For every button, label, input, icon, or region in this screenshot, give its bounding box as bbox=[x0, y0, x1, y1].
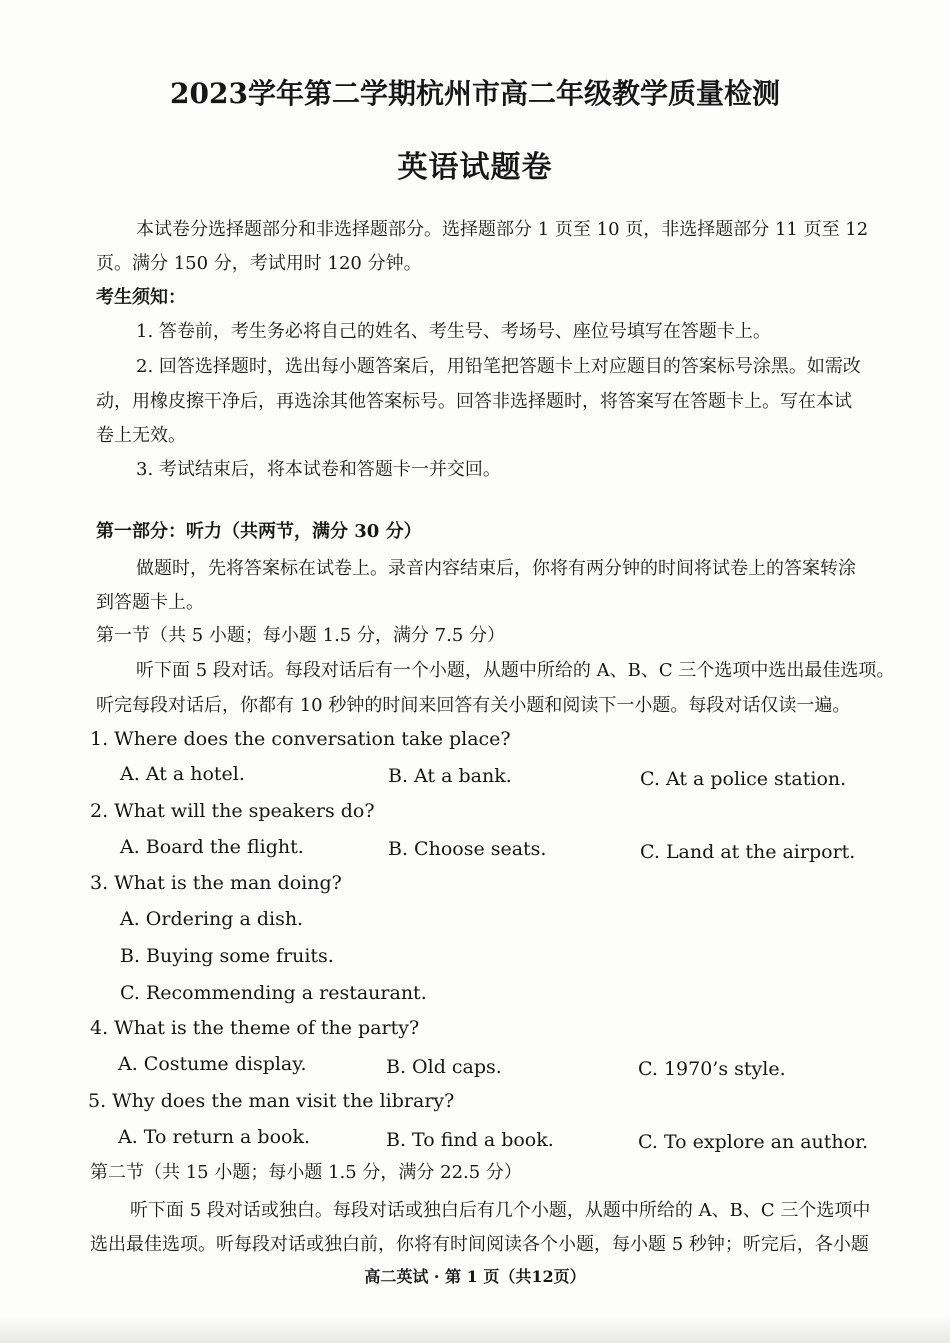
scan-edge bbox=[0, 1315, 950, 1343]
question-4-stem: 4. What is the theme of the party? bbox=[90, 1017, 420, 1039]
question-2-stem: 2. What will the speakers do? bbox=[90, 800, 375, 822]
section2-desc-line-1: 听下面 5 段对话或独白。每段对话或独白后有几个小题，从题中所给的 A、B、C 三个选项中 bbox=[130, 1200, 871, 1221]
question-4-option-c: C. 1970’s style. bbox=[638, 1058, 786, 1080]
section2-heading: 第二节（共 15 小题；每小题 1.5 分，满分 22.5 分） bbox=[90, 1162, 522, 1183]
question-4-option-b: B. Old caps. bbox=[386, 1056, 502, 1078]
question-1-option-a: A. At a hotel. bbox=[120, 763, 245, 785]
question-1-option-c: C. At a police station. bbox=[640, 768, 847, 790]
question-3-option-b: B. Buying some fruits. bbox=[120, 945, 334, 967]
section1-desc-line-1: 听下面 5 段对话。每段对话后有一个小题，从题中所给的 A、B、C 三个选项中选出最佳选项。 bbox=[136, 660, 895, 681]
question-2-option-a: A. Board the flight. bbox=[120, 836, 304, 858]
part1-heading: 第一部分：听力（共两节，满分 30 分） bbox=[96, 521, 422, 542]
intro-line-1: 本试卷分选择题部分和非选择题部分。选择题部分 1 页至 10 页，非选择题部分 11 页至 12 bbox=[136, 219, 869, 240]
section1-heading: 第一节（共 5 小题；每小题 1.5 分，满分 7.5 分） bbox=[96, 625, 506, 646]
notice-item-1: 1. 答卷前，考生务必将自己的姓名、考生号、考场号、座位号填写在答题卡上。 bbox=[136, 321, 771, 342]
question-2-option-c: C. Land at the airport. bbox=[640, 841, 856, 863]
question-5-stem: 5. Why does the man visit the library? bbox=[88, 1090, 455, 1112]
question-4-option-a: A. Costume display. bbox=[118, 1053, 307, 1075]
question-5-option-c: C. To explore an author. bbox=[638, 1131, 869, 1153]
part1-desc-line-2: 到答题卡上。 bbox=[96, 592, 204, 613]
notice-item-2-line-1: 2. 回答选择题时，选出每小题答案后，用铅笔把答题卡上对应题目的答案标号涂黑。如需改 bbox=[136, 356, 861, 377]
question-3-option-a: A. Ordering a dish. bbox=[120, 908, 304, 930]
page-footer: 高二英试 · 第 1 页（共12页） bbox=[364, 1267, 586, 1286]
notice-item-2-line-3: 卷上无效。 bbox=[96, 425, 186, 446]
exam-title: 2023学年第二学期杭州市高二年级教学质量检测 bbox=[170, 77, 780, 110]
question-2-option-b: B. Choose seats. bbox=[388, 838, 547, 860]
question-5-option-a: A. To return a book. bbox=[118, 1126, 310, 1148]
question-3-option-c: C. Recommending a restaurant. bbox=[120, 982, 427, 1004]
question-1-option-b: B. At a bank. bbox=[388, 765, 512, 787]
intro-line-2: 页。满分 150 分，考试用时 120 分钟。 bbox=[96, 253, 422, 274]
exam-subtitle: 英语试题卷 bbox=[397, 150, 553, 185]
part1-desc-line-1: 做题时，先将答案标在试卷上。录音内容结束后，你将有两分钟的时间将试卷上的答案转涂 bbox=[136, 558, 856, 579]
section1-desc-line-2: 听完每段对话后，你都有 10 秒钟的时间来回答有关小题和阅读下一小题。每段对话仅读一遍。 bbox=[96, 695, 851, 716]
question-5-option-b: B. To find a book. bbox=[386, 1129, 554, 1151]
question-1-stem: 1. Where does the conversation take place? bbox=[90, 728, 511, 750]
notice-item-2-line-2: 动，用橡皮擦干净后，再选涂其他答案标号。回答非选择题时，将答案写在答题卡上。写在本试 bbox=[96, 391, 852, 412]
section2-desc-line-2: 选出最佳选项。听每段对话或独白前，你将有时间阅读各个小题，每小题 5 秒钟；听完后，各小题 bbox=[90, 1234, 869, 1255]
notice-heading: 考生须知： bbox=[96, 287, 186, 308]
question-3-stem: 3. What is the man doing? bbox=[90, 872, 342, 894]
notice-item-3: 3. 考试结束后，将本试卷和答题卡一并交回。 bbox=[136, 459, 501, 480]
